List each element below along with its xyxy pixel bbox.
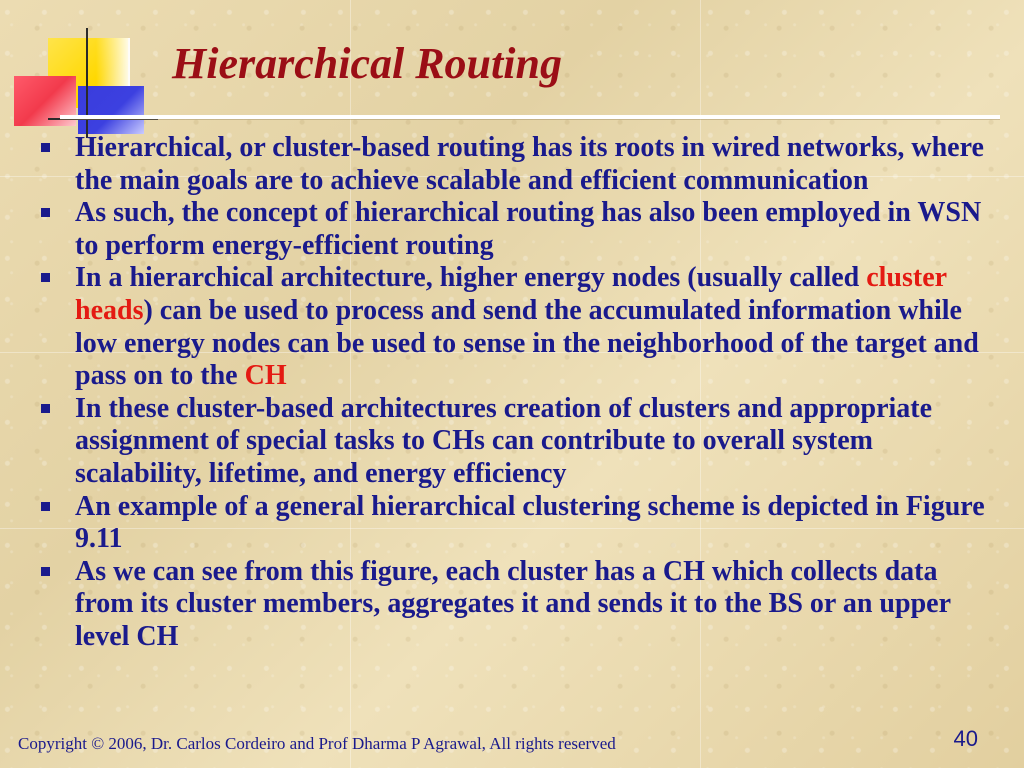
bullet-item [38,491,988,556]
square-bullet-icon [40,393,56,425]
glow-block [96,38,130,86]
bullet-text: As we can see from this figure, each cluster has a CH which collects data from its cluster members, aggregates it and sends it to the BS or an upper level CH [75,555,951,652]
square-bullet-icon [40,197,56,229]
bullet-item [38,197,988,262]
bullet-item [38,262,988,392]
bullet-item [38,393,988,491]
slide-title: Hierarchical Routing [172,39,562,88]
square-bullet-icon [40,262,56,294]
square-bullet-icon [40,132,56,164]
copyright-footer: Copyright © 2006, Dr. Carlos Cordeiro and Prof Dharma P Agrawal, All rights reserved [18,734,616,753]
bullet-text: In these cluster-based architectures creation of clusters and appropriate assignment of special tasks to CHs can contribute to overall system scalability, lifetime, and energy efficiency [75,392,933,489]
square-bullet-icon [40,491,56,523]
bullet-text: ) can be used to process and send the accumulated information while low energy nodes can be used to sense in the neighborhood of the target and pass on to the [75,294,979,392]
square-bullet-icon [40,556,56,588]
highlight-term-ch: CH [244,360,287,392]
bullet-item [38,132,988,197]
color-blocks-logo [0,0,160,150]
bullet-text: In a hierarchical architecture, higher energy nodes (usually called [75,262,867,294]
bullet-text: Hierarchical, or cluster-based routing has its roots in wired networks, where the main goals are to achieve scalable and efficient communication [75,132,984,196]
bullet-item [38,556,988,654]
bullet-text: An example of a general hierarchical clustering scheme is depicted in Figure 9.11 [75,490,985,555]
highlight-term-cluster-heads: cluster heads [75,262,947,326]
logo-vertical-line [86,28,88,138]
bullet-list [38,132,988,654]
page-number: 40 [953,726,978,751]
title-underline [60,115,1000,119]
bullet-text: As such, the concept of hierarchical routing has also been employed in WSN to perform energy-efficient routing [75,197,982,261]
